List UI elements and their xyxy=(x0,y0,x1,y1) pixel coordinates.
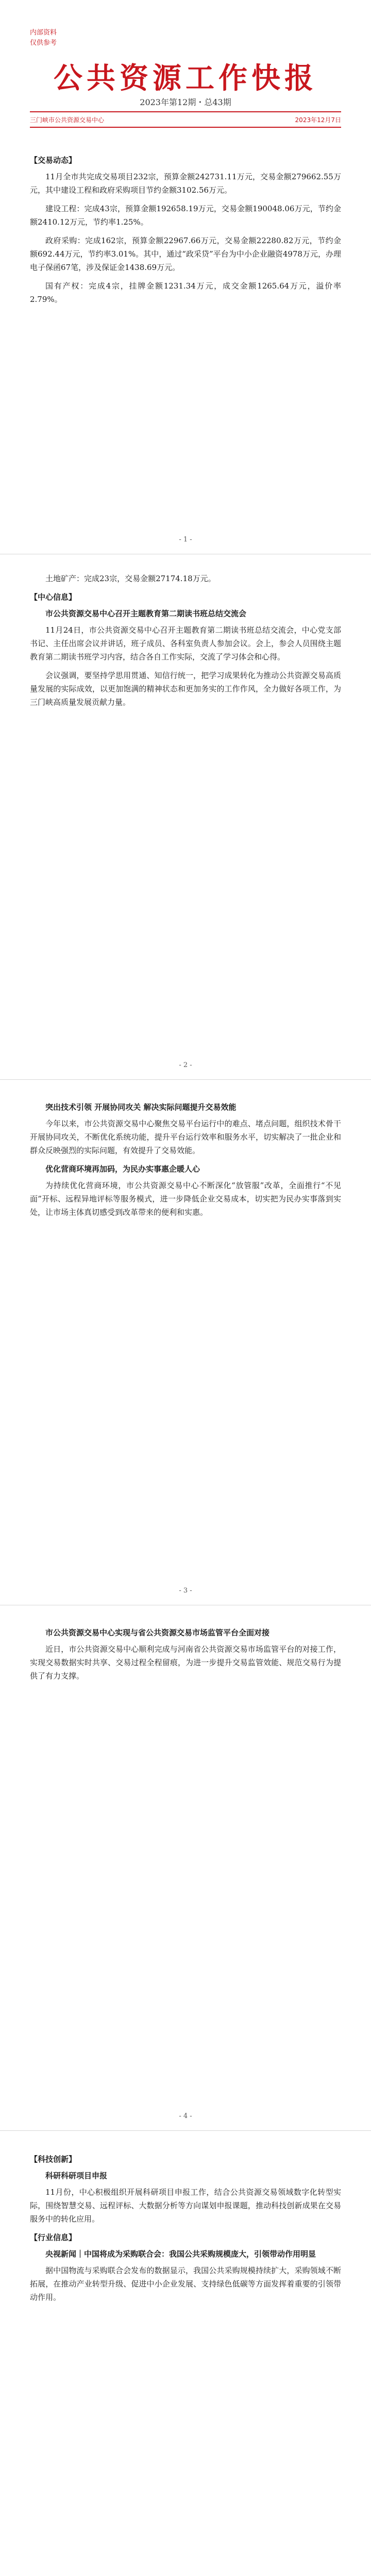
item-heading: 央视新闻｜中国将成为采购联合会：我国公共采购规模庞大，引领带动作用明显 xyxy=(45,2249,316,2259)
page-number: - 3 - xyxy=(179,1587,192,1595)
header-divider-bottom xyxy=(30,127,341,128)
paragraph: 今年以来，市公共资源交易中心聚焦交易平台运行中的难点、堵点问题，组织技术骨干开展协同攻关，不断优化系统功能，提升平台运行效率和服务水平，切实解决了一批企业和群众反映强烈的实际问题，有效提升了交易效能。 xyxy=(30,1119,341,1155)
section-title: 【中心信息】 xyxy=(30,592,77,602)
masthead-title: 公共资源工作快报 xyxy=(54,61,317,95)
publisher: 三门峡市公共资源交易中心 xyxy=(30,116,105,124)
paragraph: 11月全市共完成交易项目232宗，预算金额242731.11万元，交易金额279662.55万元，其中建设工程和政府采购项目节约金额3102.56万元。 xyxy=(30,172,341,195)
section-platform-docking xyxy=(30,1623,341,1688)
paragraph: 政府采购：完成162宗，预算金额22967.66万元，交易金额22280.82万元，节约金额692.44万元，节约率3.01%。其中，通过“政采贷”平台为中小企业融资4978万元，办理电子保函67笔，涉及保证金1438.69万元。 xyxy=(30,236,341,272)
issue-date: 2023年12月7日 xyxy=(295,116,341,124)
internal-tag: 内部资料 xyxy=(30,29,57,37)
page-number: - 1 - xyxy=(179,536,192,544)
section-title: 【行业信息】 xyxy=(30,2233,77,2242)
paragraph: 近日，市公共资源交易中心顺利完成与河南省公共资源交易市场监管平台的对接工作，实现交易数据实时共享、交易过程全程留痕，为进一步提升交易监管效能、规范交易行为提供了有力支撑。 xyxy=(30,1645,341,1681)
paragraph: 11月24日，市公共资源交易中心召开主题教育第二期读书班总结交流会，中心党支部书记、主任出席会议并讲话，班子成员、各科室负责人参加会议。会上，参会人员围绕主题教育第二期读书班学习内容，结合各自工作实际，交流了学习体会和心得。 xyxy=(30,625,341,662)
item-heading: 市公共资源交易中心实现与省公共资源交易市场监管平台全面对接 xyxy=(45,1628,270,1637)
paragraph: 土地矿产：完成23宗，交易金额27174.18万元。 xyxy=(45,574,216,583)
paragraph: 会议强调，要坚持学思用贯通、知信行统一，把学习成果转化为推动公共资源交易高质量发展的实际成效，以更加饱满的精神状态和更加务实的工作作风，全力做好各项工作，为三门峡高质量发展贡献力量。 xyxy=(30,671,341,707)
section-center-info xyxy=(30,572,341,714)
page-separator xyxy=(0,1079,371,1080)
issue-number: 2023年第12期・总43期 xyxy=(140,97,231,107)
paragraph: 11月份，中心积极组织开展科研项目申报工作，结合公共资源交易领域数字化转型实际，围绕智慧交易、远程评标、大数据分析等方向谋划申报课题，推动科技创新成果在交易服务中的转化应用。 xyxy=(30,2188,341,2224)
paragraph: 据中国物流与采购联合会发布的数据显示，我国公共采购规模持续扩大，采购领域不断拓展，在推动产业转型升级、促进中小企业发展、支持绿色低碳等方面发挥着重要的引领带动作用。 xyxy=(30,2266,341,2302)
section-title: 【交易动态】 xyxy=(30,156,77,165)
paragraph: 国有产权：完成4宗，挂牌金额1231.34万元，成交金额1265.64万元，溢价率2.79%。 xyxy=(30,281,341,304)
item-heading: 科研科研项目申报 xyxy=(45,2171,108,2180)
page-number: - 2 - xyxy=(179,1061,192,1069)
page-number: - 4 - xyxy=(179,2112,192,2120)
item-heading: 市公共资源交易中心召开主题教育第二期读书班总结交流会 xyxy=(45,609,247,618)
section-center-info-cont xyxy=(30,1097,341,1224)
item-heading: 优化营商环境再加码，为民办实事惠企暖人心 xyxy=(45,1164,200,1174)
reference-tag: 仅供参考 xyxy=(30,39,57,47)
section-trade-dynamics xyxy=(30,149,341,311)
page-separator xyxy=(0,2130,371,2131)
section-title: 【科技创新】 xyxy=(30,2155,77,2164)
header-divider xyxy=(30,111,341,112)
paragraph: 建设工程：完成43宗，预算金额192658.19万元，交易金额190048.06万元，节约金额2410.12万元，节约率1.25%。 xyxy=(30,204,341,227)
section-tech-innovation xyxy=(30,2148,341,2309)
item-heading: 突出技术引领 开展协同攻关 解决实际问题提升交易效能 xyxy=(45,1103,237,1112)
paragraph: 为持续优化营商环境，市公共资源交易中心不断深化“放管服”改革，全面推行“不见面”开标、远程异地评标等服务模式，进一步降低企业交易成本，切实把为民办实事落到实处，让市场主体真切感受到改革带来的便利和实惠。 xyxy=(30,1181,341,1217)
masthead-header xyxy=(0,0,371,155)
